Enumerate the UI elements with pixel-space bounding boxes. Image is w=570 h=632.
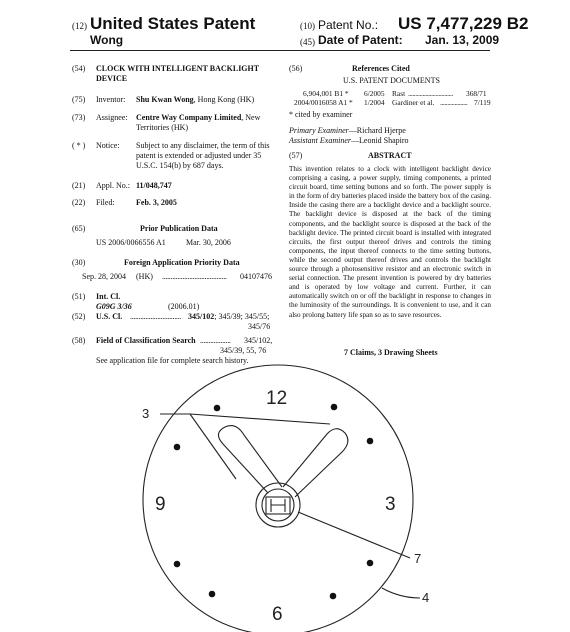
appl-no-value: 11/048,747 — [136, 181, 172, 190]
hub-detail — [271, 499, 285, 512]
search-history-note: See application file for complete search history. — [96, 356, 249, 365]
references-title: References Cited — [352, 64, 410, 73]
reference-leader-3-a — [160, 414, 330, 424]
field-57-code: (57) — [289, 151, 303, 160]
prior-publication-title: Prior Publication Data — [140, 224, 218, 233]
foreign-priority-date: Sep. 28, 2004 — [82, 272, 126, 281]
notice-line2: patent is extended or adjusted under 35 — [136, 151, 262, 160]
reference-class: 368/71 — [466, 89, 487, 98]
assistant-examiner-label: Assistant Examiner — [289, 136, 351, 145]
field-54-code: (54) — [72, 64, 86, 73]
hour-dot — [367, 560, 374, 567]
int-cl-label: Int. Cl. — [96, 292, 121, 301]
reference-class: 7/119 — [474, 98, 491, 107]
foreign-priority-number: 04107476 — [240, 272, 272, 281]
us-cl-label: U.S. Cl. — [96, 312, 123, 321]
foreign-priority-leader: ...................................... — [162, 272, 227, 281]
kind-code-label: (12) — [72, 21, 87, 31]
reference-date: 1/2004 — [364, 98, 385, 107]
hour-dot — [331, 404, 338, 411]
field-73-code: (73) — [72, 113, 86, 122]
inventor-label: Inventor: — [96, 95, 126, 104]
numeral-12: 12 — [266, 388, 288, 409]
patent-title-header: United States Patent — [90, 14, 256, 33]
inventor-surname: Wong — [90, 33, 124, 47]
numeral-9: 9 — [155, 494, 166, 515]
patent-number: US 7,477,229 B2 — [398, 14, 529, 33]
field-75-code: (75) — [72, 95, 86, 104]
us-cl-line2: 345/76 — [248, 322, 271, 331]
reference-number: 2004/0016058 A1 * — [294, 98, 353, 107]
assistant-examiner-name: —Leonid Shapiro — [351, 136, 409, 145]
us-cl-leader: .............................. — [130, 312, 182, 321]
date-code: (45) — [300, 37, 315, 47]
invention-title-line2: DEVICE — [96, 74, 128, 83]
invention-title-line1: CLOCK WITH INTELLIGENT BACKLIGHT — [96, 64, 260, 73]
reference-name: Gardiner et al. — [392, 98, 435, 107]
filed-value: Feb. 3, 2005 — [136, 198, 177, 207]
reference-number: 6,904,001 B1 * — [303, 89, 349, 98]
notice-line3: U.S.C. 154(b) by 687 days. — [136, 161, 224, 170]
field-of-search-value1: 345/102, — [244, 336, 273, 345]
notice-code: ( * ) — [72, 141, 86, 150]
reference-numeral-7: 7 — [414, 551, 422, 566]
hour-dot — [367, 438, 374, 445]
hour-dot — [330, 593, 337, 600]
field-52-code: (52) — [72, 312, 86, 321]
assignee-location-line2: Territories (HK) — [136, 123, 189, 132]
abstract-text: This invention relates to a clock with intelligent backlight device comprising a casing, a power supply, timing components, a printed circuit board, time setting buttons and so forth. The power supply is in the form of dry batteries placed inside the battery box of the casing. Inside the casing there are a backlight device and a backlight source. The backlight device is disposed at the back of the timing components, and the backlight source is disposed at the back of the backlight device. The printed circuit board is installed with integrated circuits, the first output thereof drives and controls the timing components, the input thereof connects to the time setting buttons, while the second output thereof drives and controls the backlight source through a photosensitive resistor and an electronic switch in serial connection. The present invention is powered by dry batteries and is operated by low voltage and current. Further, it can automatically switch on or off the backlight in response to changes in the luminosity of the surroundings. It is convenient to use, and it can also prolong battery life span so as to save resources. — [289, 165, 491, 319]
date-label: Date of Patent: — [318, 33, 403, 47]
assignee-location: , New — [241, 113, 261, 122]
field-of-search-value2: 345/39, 55, 76 — [220, 346, 267, 355]
patent-no-code: (10) — [300, 21, 315, 31]
notice-line1: Subject to any disclaimer, the term of this — [136, 141, 270, 150]
primary-examiner-label: Primary Examiner — [289, 126, 349, 135]
references-subtitle: U.S. PATENT DOCUMENTS — [343, 76, 440, 85]
primary-examiner-name: —Richard Hjerpe — [348, 126, 406, 135]
filed-label: Filed: — [96, 198, 115, 207]
claims-summary: 7 Claims, 3 Drawing Sheets — [344, 348, 438, 357]
field-21-code: (21) — [72, 181, 86, 190]
inventor-name: Shu Kwan Wong — [136, 95, 194, 104]
numeral-6: 6 — [272, 604, 283, 625]
reference-leader: ................... — [440, 98, 468, 107]
reference-leader-3-b — [190, 414, 236, 479]
inventor-location: , Hong Kong (HK) — [193, 95, 255, 104]
assignee-name: Centre Way Company Limited — [136, 113, 242, 122]
reference-leader-4 — [382, 588, 420, 598]
reference-name: Rast — [392, 89, 406, 98]
appl-no-label: Appl. No.: — [96, 181, 130, 190]
assignee-label: Assignee: — [96, 113, 128, 122]
field-56-code: (56) — [289, 64, 303, 73]
patent-date: Jan. 13, 2009 — [425, 33, 500, 47]
int-cl-year: (2006.01) — [168, 302, 200, 311]
prior-publication-number: US 2006/0066556 A1 — [96, 238, 166, 247]
hour-dot — [209, 591, 216, 598]
reference-numeral-4: 4 — [422, 590, 430, 605]
us-cl-rest: ; 345/39; 345/55; — [214, 312, 270, 321]
field-30-code: (30) — [72, 258, 86, 267]
field-65-code: (65) — [72, 224, 86, 233]
field-of-search-label: Field of Classification Search — [96, 336, 196, 345]
int-cl-class: G09G 3/36 — [96, 302, 132, 311]
notice-label: Notice: — [96, 141, 120, 150]
us-cl-main: 345/102 — [188, 312, 215, 321]
patent-no-label: Patent No.: — [318, 18, 379, 32]
reference-leader-7 — [298, 512, 410, 558]
field-of-search-leader: .................. — [200, 336, 231, 345]
reference-numeral-3: 3 — [142, 406, 150, 421]
prior-publication-date: Mar. 30, 2006 — [186, 238, 231, 247]
field-22-code: (22) — [72, 198, 86, 207]
cited-by-examiner-note: * cited by examiner — [289, 110, 353, 119]
hour-hand — [218, 426, 282, 493]
hour-dot — [214, 405, 221, 412]
field-58-code: (58) — [72, 336, 86, 345]
foreign-priority-country: (HK) — [136, 272, 153, 281]
minute-hand — [283, 429, 348, 497]
numeral-3: 3 — [385, 494, 396, 515]
field-51-code: (51) — [72, 292, 86, 301]
reference-date: 6/2005 — [364, 89, 385, 98]
foreign-priority-title: Foreign Application Priority Data — [124, 258, 240, 267]
hour-dot — [174, 444, 181, 451]
reference-leader: ............................... — [408, 89, 453, 98]
abstract-title: ABSTRACT — [368, 151, 412, 160]
hour-dot — [174, 561, 181, 568]
